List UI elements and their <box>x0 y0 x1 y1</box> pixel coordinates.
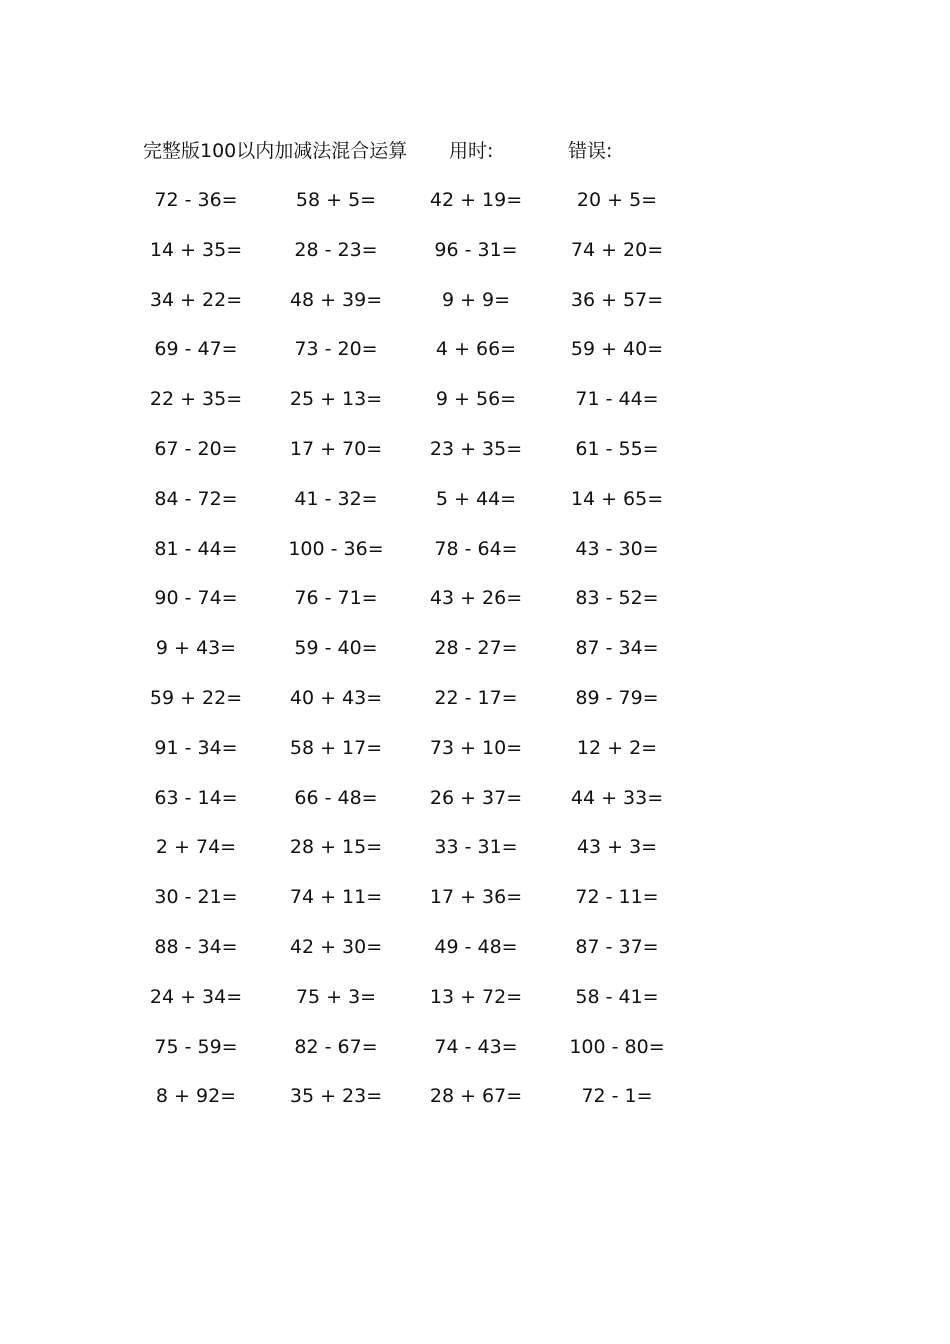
problem-item: 75 - 59= <box>154 1035 238 1058</box>
problem-row <box>0 236 950 286</box>
problem-item: 9 + 56= <box>435 388 517 411</box>
problem-item: 26 + 37= <box>429 786 523 809</box>
problem-item: 49 - 48= <box>434 935 518 958</box>
problem-row <box>0 335 950 385</box>
problem-row <box>0 734 950 784</box>
problem-row <box>0 933 950 983</box>
problem-item: 35 + 23= <box>289 1085 383 1108</box>
problem-item: 96 - 31= <box>434 238 518 261</box>
problem-item: 67 - 20= <box>154 437 238 460</box>
problem-item: 59 - 40= <box>294 637 378 660</box>
problem-item: 28 - 27= <box>434 637 518 660</box>
problem-item: 34 + 22= <box>149 288 243 311</box>
problem-row <box>0 435 950 485</box>
problem-item: 61 - 55= <box>575 437 659 460</box>
problem-item: 81 - 44= <box>154 537 238 560</box>
problem-row <box>0 584 950 634</box>
problem-row <box>0 186 950 236</box>
problem-item: 22 + 35= <box>149 388 243 411</box>
problem-item: 9 + 43= <box>155 637 237 660</box>
problem-item: 74 + 20= <box>570 238 664 261</box>
problem-item: 12 + 2= <box>576 736 658 759</box>
problem-item: 72 - 1= <box>581 1085 653 1108</box>
problem-item: 100 - 36= <box>288 537 384 560</box>
problem-item: 40 + 43= <box>289 686 383 709</box>
problem-item: 58 - 41= <box>575 985 659 1008</box>
problem-item: 72 - 11= <box>575 886 659 909</box>
problem-row <box>0 684 950 734</box>
problem-item: 73 - 20= <box>294 338 378 361</box>
problem-item: 13 + 72= <box>429 985 523 1008</box>
problem-item: 14 + 35= <box>149 238 243 261</box>
problem-item: 8 + 92= <box>155 1085 237 1108</box>
problem-item: 25 + 13= <box>289 388 383 411</box>
problem-item: 2 + 74= <box>155 836 237 859</box>
problem-item: 42 + 19= <box>429 189 523 211</box>
problem-row <box>0 784 950 834</box>
problem-row <box>0 883 950 933</box>
problem-item: 24 + 34= <box>149 985 243 1008</box>
problem-item: 84 - 72= <box>154 487 238 510</box>
problem-item: 59 + 22= <box>149 686 243 709</box>
problem-item: 43 + 3= <box>576 836 658 859</box>
problem-item: 63 - 14= <box>154 786 238 809</box>
problem-item: 87 - 37= <box>575 935 659 958</box>
problem-item: 14 + 65= <box>570 487 664 510</box>
problem-row <box>0 535 950 585</box>
problem-item: 75 + 3= <box>295 985 377 1008</box>
problem-row <box>0 286 950 336</box>
problem-row <box>0 385 950 435</box>
problem-item: 20 + 5= <box>576 189 658 211</box>
problem-item: 76 - 71= <box>294 587 378 610</box>
problem-item: 41 - 32= <box>294 487 378 510</box>
problem-item: 83 - 52= <box>575 587 659 610</box>
problem-row <box>0 983 950 1033</box>
problem-item: 88 - 34= <box>154 935 238 958</box>
problem-item: 90 - 74= <box>154 587 238 610</box>
problem-item: 30 - 21= <box>154 886 238 909</box>
problem-row <box>0 1082 950 1132</box>
worksheet-title: 完整版100以内加减法混合运算 <box>143 140 408 162</box>
problem-item: 100 - 80= <box>569 1035 665 1058</box>
problem-row <box>0 1033 950 1083</box>
problem-item: 17 + 36= <box>429 886 523 909</box>
problem-item: 59 + 40= <box>570 338 664 361</box>
problem-item: 9 + 9= <box>441 288 511 311</box>
problem-item: 73 + 10= <box>429 736 523 759</box>
time-used-label: 用时: <box>449 140 494 162</box>
errors-label: 错误: <box>568 140 613 162</box>
problem-row <box>0 634 950 684</box>
problem-item: 4 + 66= <box>435 338 517 361</box>
problem-item: 43 - 30= <box>575 537 659 560</box>
problem-item: 58 + 17= <box>289 736 383 759</box>
problem-item: 71 - 44= <box>575 388 659 411</box>
problem-item: 42 + 30= <box>289 935 383 958</box>
problem-item: 87 - 34= <box>575 637 659 660</box>
problem-item: 28 + 67= <box>429 1085 523 1108</box>
problem-item: 66 - 48= <box>294 786 378 809</box>
problem-item: 43 + 26= <box>429 587 523 610</box>
problem-item: 82 - 67= <box>294 1035 378 1058</box>
problem-item: 5 + 44= <box>435 487 517 510</box>
problem-item: 17 + 70= <box>289 437 383 460</box>
problem-item: 74 + 11= <box>289 886 383 909</box>
problem-item: 28 - 23= <box>294 238 378 261</box>
problem-item: 69 - 47= <box>154 338 238 361</box>
problem-item: 23 + 35= <box>429 437 523 460</box>
problem-item: 22 - 17= <box>434 686 518 709</box>
problem-item: 33 - 31= <box>434 836 518 859</box>
problem-item: 74 - 43= <box>434 1035 518 1058</box>
problem-item: 48 + 39= <box>289 288 383 311</box>
problem-item: 44 + 33= <box>570 786 664 809</box>
problem-grid <box>0 186 950 1132</box>
problem-item: 28 + 15= <box>289 836 383 859</box>
problem-item: 91 - 34= <box>154 736 238 759</box>
problem-item: 36 + 57= <box>570 288 664 311</box>
problem-item: 72 - 36= <box>154 189 238 211</box>
problem-item: 78 - 64= <box>434 537 518 560</box>
problem-item: 58 + 5= <box>295 189 377 211</box>
problem-item: 89 - 79= <box>575 686 659 709</box>
problem-row <box>0 485 950 535</box>
problem-row <box>0 833 950 883</box>
